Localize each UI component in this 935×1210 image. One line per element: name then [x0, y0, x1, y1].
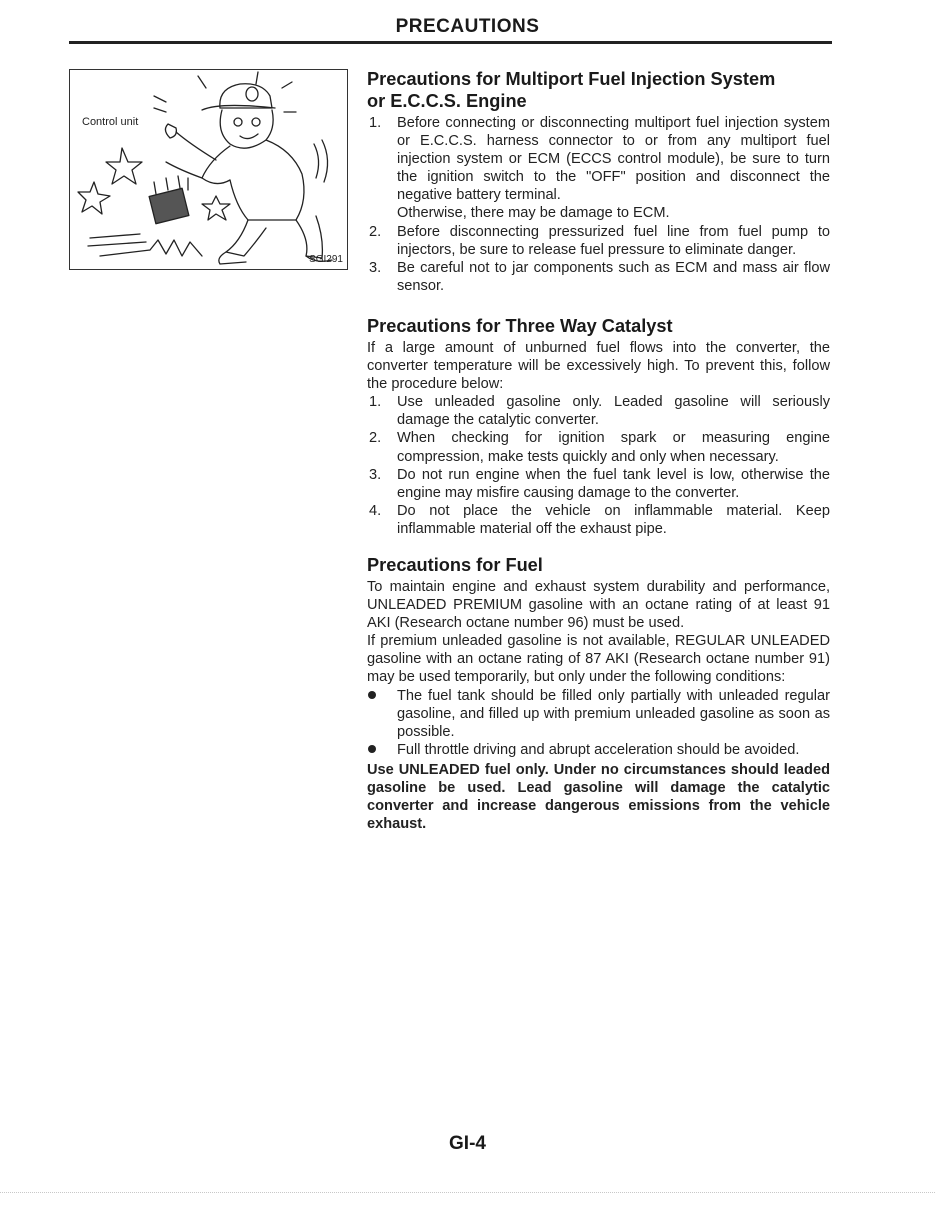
- page-bottom-edge: [0, 1192, 935, 1194]
- item-number: 1.: [369, 115, 382, 131]
- numbered-list: [367, 114, 830, 295]
- item-text: Do not run engine when the fuel tank level is low, otherwise the engine may misfire causing damage to the converter.: [397, 466, 830, 501]
- list-item: [367, 114, 830, 223]
- section-intro: If a large amount of unburned fuel flows into the converter, the converter temperature will be excessively high. To prevent this, follow the procedure below:: [367, 339, 830, 393]
- list-item: [367, 502, 830, 538]
- bullet-icon: [367, 741, 397, 759]
- figure-illustration: [69, 69, 348, 270]
- item-text: Be careful not to jar components such as ECM and mass air flow sensor.: [397, 259, 830, 294]
- list-item: [367, 223, 830, 259]
- item-text-extra: Otherwise, there may be damage to ECM.: [397, 205, 670, 222]
- section-title-fuel-injection: [367, 68, 830, 112]
- list-item: [367, 466, 830, 502]
- item-text: The fuel tank should be filled only partially with unleaded regular gasoline, and filled up with premium unleaded gasoline as soon as possible.: [397, 687, 830, 740]
- item-number: 4.: [369, 502, 382, 519]
- figure-label-control-unit: Control unit: [82, 116, 139, 128]
- header-rule: [69, 41, 832, 44]
- page-header-title: PRECAUTIONS: [395, 16, 540, 37]
- figure-code: SGI291: [309, 254, 343, 265]
- item-text: Before disconnecting pressurized fuel line from fuel pump to injectors, be sure to release fuel pressure to eliminate danger.: [397, 223, 830, 258]
- item-text: [397, 114, 830, 223]
- section-title-line-1: Precautions for Multiport Fuel Injection System: [367, 69, 776, 89]
- main-content: [367, 68, 830, 833]
- list-item: [367, 687, 830, 741]
- section-paragraph: If premium unleaded gasoline is not available, REGULAR UNLEADED gasoline with an octane rating of 87 AKI (Research octane number 91) may be used temporarily, but only under the following conditions:: [367, 633, 830, 686]
- list-item: [367, 741, 830, 759]
- bullet-list: [367, 687, 830, 759]
- item-text-main: Before connecting or disconnecting multiport fuel injection system or E.C.C.S. harness connector to or from any multiport fuel injection system or ECM (ECCS control module), be sure to turn the ignition switch to the "OFF" position and disconnect the negative battery terminal.: [397, 115, 830, 204]
- list-item: [367, 259, 830, 295]
- list-item: [367, 393, 830, 429]
- numbered-list: [367, 393, 830, 538]
- section-title-line-2: or E.C.C.S. Engine: [367, 91, 527, 111]
- item-number: 2.: [369, 223, 382, 240]
- item-text: Do not place the vehicle on inflammable material. Keep inflammable material off the exhaust pipe.: [397, 502, 830, 537]
- page-number: GI-4: [449, 1133, 486, 1154]
- section-fuel-injection: [367, 68, 830, 295]
- item-text: When checking for ignition spark or measuring engine compression, make tests quickly and only when necessary.: [397, 430, 830, 465]
- section-paragraph: To maintain engine and exhaust system durability and performance, UNLEADED PREMIUM gasoline with an octane rating of at least 91 AKI (Research octane number 96) must be used.: [367, 578, 830, 632]
- mechanic-dropping-control-unit-illustration-icon: [70, 70, 347, 269]
- item-number: 2.: [369, 430, 382, 447]
- section-three-way-catalyst: [367, 315, 830, 538]
- list-item: [367, 429, 830, 465]
- bullet-icon: [367, 687, 397, 705]
- item-number: 1.: [369, 394, 382, 411]
- item-text: Full throttle driving and abrupt acceleration should be avoided.: [397, 741, 800, 758]
- item-number: 3.: [369, 466, 382, 483]
- item-number: 3.: [369, 259, 382, 276]
- section-title-three-way-catalyst: Precautions for Three Way Catalyst: [367, 315, 673, 336]
- section-fuel: [367, 554, 830, 833]
- item-text: Use unleaded gasoline only. Leaded gasoline will seriously damage the catalytic converter.: [397, 394, 830, 429]
- section-title-fuel: Precautions for Fuel: [367, 554, 543, 575]
- fuel-warning: Use UNLEADED fuel only. Under no circumstances should leaded gasoline be used. Lead gasoline will damage the catalytic converter and increase dangerous emissions from the vehicle exhaust.: [367, 761, 830, 833]
